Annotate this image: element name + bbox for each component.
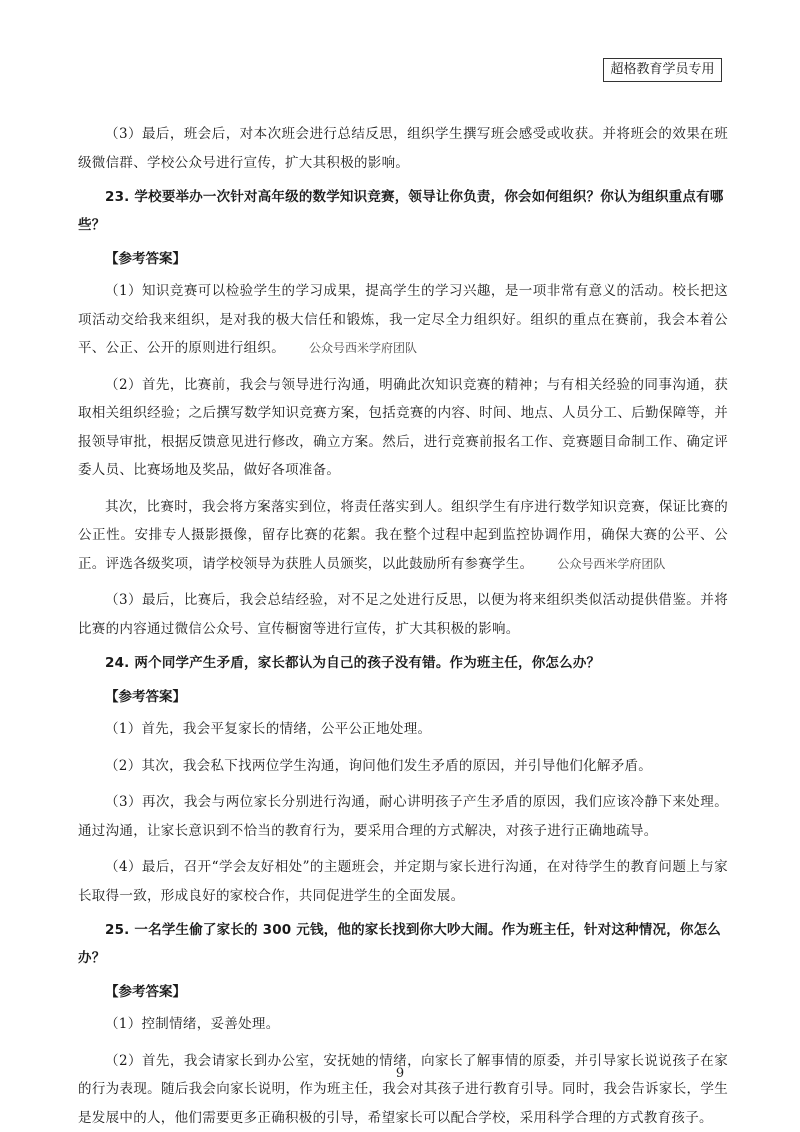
- document-body: [78, 120, 728, 1132]
- question-24: 24. 两个同学产生矛盾，家长都认为自己的孩子没有错。作为班主任，你怎么办？: [105, 655, 601, 671]
- paragraph: [78, 277, 728, 363]
- paragraph-text: 其次，比赛时，我会将方案落实到位，将责任落实到人。组织学生有序进行数学知识竞赛，保证比赛的公正性。安排专人摄影摄像，留存比赛的花絮。我在整个过程中起到监控协调作用，确保大赛的公平、公正。评选各级奖项，请学校领导为获胜人员颁奖，以此鼓励所有参赛学生。: [78, 498, 728, 572]
- answer-heading: 【参考答案】: [105, 251, 186, 267]
- header-label-box: 超格教育学员专用: [603, 58, 722, 82]
- paragraph: （3）最后，班会后，对本次班会进行总结反思，组织学生撰写班会感受或收获。并将班会的效果在班级微信群、学校公众号进行宣传，扩大其积极的影响。: [78, 126, 728, 171]
- watermark-text: 公众号西米学府团队: [557, 556, 666, 571]
- paragraph: （3）再次，我会与两位家长分别进行沟通，耐心讲明孩子产生矛盾的原因，我们应该冷静下来处理。通过沟通，让家长意识到不恰当的教育行为，要采用合理的方式解决，对孩子进行正确地疏导。: [78, 794, 728, 839]
- answer-heading: 【参考答案】: [105, 689, 186, 705]
- paragraph-text: （1）知识竞赛可以检验学生的学习成果，提高学生的学习兴趣，是一项非常有意义的活动。校长把这项活动交给我来组织，是对我的极大信任和锻炼，我一定尽全力组织好。组织的重点在赛前，我会本着公平、公正、公开的原则进行组织。: [78, 283, 728, 356]
- paragraph: （1）首先，我会平复家长的情绪，公平公正地处理。: [105, 721, 432, 737]
- question-23: 23. 学校要举办一次针对高年级的数学知识竞赛，领导让你负责，你会如何组织？你认为组织重点有哪些？: [78, 189, 724, 233]
- paragraph: （4）最后，召开“学会友好相处”的主题班会，并定期与家长进行沟通，在对待学生的教育问题上与家长取得一致，形成良好的家校合作，共同促进学生的全面发展。: [78, 859, 728, 904]
- answer-heading: 【参考答案】: [105, 984, 186, 1000]
- paragraph: （3）最后，比赛后，我会总结经验，对不足之处进行反思，以便为将来组织类似活动提供借鉴。并将比赛的内容通过微信公众号、宣传橱窗等进行宣传，扩大其积极的影响。: [78, 592, 728, 637]
- paragraph: [78, 493, 728, 579]
- paragraph: （2）首先，比赛前，我会与领导进行沟通，明确此次知识竞赛的精神；与有相关经验的同事沟通，获取相关组织经验；之后撰写数学知识竞赛方案，包括竞赛的内容、时间、地点、人员分工、后勤保障等，并报领导审批，根据反馈意见进行修改，确立方案。然后，进行竞赛前报名工作、竞赛题目命制工作、确定评委人员、比赛场地及奖品，做好各项准备。: [78, 376, 728, 478]
- paragraph: （1）控制情绪，妥善处理。: [105, 1016, 280, 1032]
- watermark-text: 公众号西米学府团队: [309, 341, 418, 355]
- paragraph: （2）首先，我会请家长到办公室，安抚她的情绪，向家长了解事情的原委，并引导家长说说孩子在家的行为表现。随后我会向家长说明，作为班主任，我会对其孩子进行教育引导。同时，我会告诉家长，学生是发展中的人，他们需要更多正确积极的引导，希望家长可以配合学校，采用科学合理的方式教育孩子。: [78, 1052, 728, 1126]
- question-25: 25. 一名学生偷了家长的 300 元钱，他的家长找到你大吵大闹。作为班主任，针对这种情况，你怎么办？: [78, 922, 721, 966]
- page-number: 9: [395, 1066, 405, 1081]
- paragraph: （2）其次，我会私下找两位学生沟通，询问他们发生矛盾的原因，并引导他们化解矛盾。: [105, 757, 653, 774]
